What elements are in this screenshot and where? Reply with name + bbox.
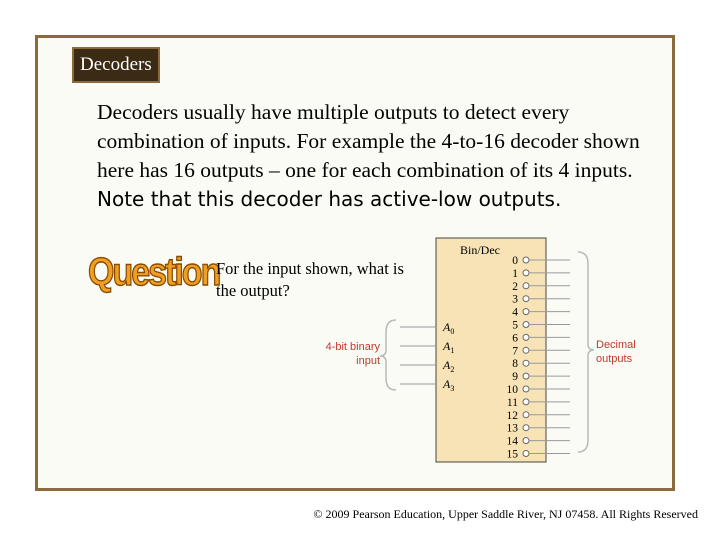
question-badge-label: Question (88, 250, 220, 295)
output-pin-3: 3 (512, 293, 518, 306)
output-brace (578, 252, 594, 452)
output-bubble-2 (523, 283, 529, 289)
output-pin-10: 10 (506, 384, 518, 396)
output-bubble-15 (523, 451, 529, 457)
output-bubble-10 (523, 386, 529, 392)
output-pin-15: 15 (506, 448, 518, 461)
output-pin-4: 4 (512, 306, 518, 319)
output-pin-6: 6 (512, 332, 518, 345)
output-bubble-5 (523, 322, 529, 328)
output-label-line-2: outputs (596, 353, 633, 365)
copyright-notice: © 2009 Pearson Education, Upper Saddle River, NJ 07458. All Rights Reserved (313, 507, 698, 521)
decoder-title: Bin/Dec (460, 243, 500, 257)
output-pin-5: 5 (512, 319, 518, 332)
input-pin-A0: $A_0$ (443, 320, 455, 336)
question-prompt: For the input shown, what is the output? (216, 259, 404, 300)
output-bubble-12 (523, 412, 529, 418)
body-paragraph (97, 98, 677, 214)
input-label-line-1: 4-bit binary (325, 341, 380, 353)
input-pin-A3: $A_3$ (443, 377, 455, 393)
output-pin-1: 1 (512, 267, 518, 280)
output-pin-12: 12 (506, 409, 518, 422)
input-pin-A2: $A_2$ (443, 358, 455, 374)
output-bubble-6 (523, 334, 529, 340)
output-pin-13: 13 (506, 422, 518, 435)
output-pin-11: 11 (506, 396, 518, 409)
output-bubble-3 (523, 296, 529, 302)
output-bubble-9 (523, 373, 529, 379)
output-bubble-0 (523, 257, 529, 263)
output-bubble-14 (523, 438, 529, 444)
output-pin-2: 2 (512, 280, 518, 293)
output-pin-9: 9 (512, 371, 518, 384)
output-pin-14: 14 (506, 435, 518, 448)
question-badge (88, 246, 220, 295)
input-brace (380, 320, 396, 390)
output-bubble-13 (523, 425, 529, 431)
output-pin-8: 8 (512, 358, 518, 371)
decoder-diagram (300, 232, 660, 472)
output-pin-0: 0 (512, 255, 518, 267)
input-label-line-2: input (356, 355, 380, 367)
slide-title-tag: Decoders (72, 47, 160, 83)
output-bubble-4 (523, 309, 529, 315)
input-pin-A1: $A_1$ (443, 339, 455, 355)
output-bubble-1 (523, 270, 529, 276)
body-paragraph-note: Note that this decoder has active-low outputs. (97, 187, 562, 211)
output-bubble-11 (523, 399, 529, 405)
output-bubble-8 (523, 360, 529, 366)
output-bubble-7 (523, 347, 529, 353)
output-label-line-1: Decimal (596, 339, 636, 351)
body-paragraph-serif: Decoders usually have multiple outputs to detect every combination of inputs. For example the 4-to-16 decoder shown here has 16 outputs – one for each combination of its 4 inputs. (97, 100, 640, 182)
output-pin-7: 7 (512, 345, 518, 358)
